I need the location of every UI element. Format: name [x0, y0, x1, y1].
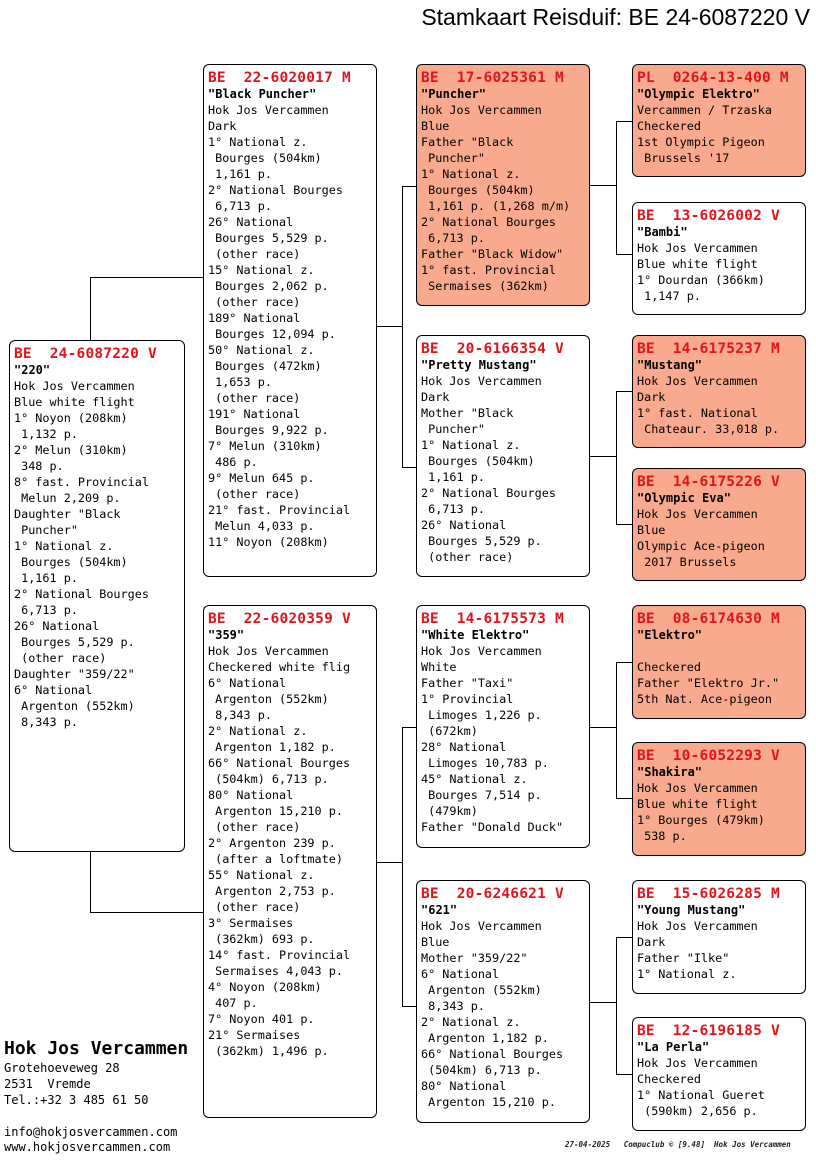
connector-line — [402, 1006, 416, 1007]
pigeon-details: Hok Jos Vercammen Checkered white flig 6° National Argenton (552km) 8,343 p. 2° National z. Argenton 1,182 p. 66° National Bourges (504km) 6,713 p. 80° National Argenton 15,210 p. (other race) 2° Argenton 239 p. (after a loftmate) 55° National z. Argenton 2,753 p. (other race) 3° Sermaises (362km) 693 p. 14° fast. Provincial Sermaises 4,043 p. 4° Noyon (208km) 407 p. 7° Noyon 401 p. 21° Sermaises (362km) 1,496 p. — [208, 644, 351, 1058]
pigeon-name: "Black Puncher" — [208, 87, 317, 101]
pigeon-details: Checkered Father "Elektro Jr." 5th Nat. Ace-pigeon — [637, 660, 780, 706]
pigeon-name: "Olympic Elektro" — [637, 87, 760, 101]
pigeon-name: "Bambi" — [637, 225, 688, 239]
connector-line — [90, 277, 91, 340]
ring-number: BE 14-6175573 M — [421, 611, 564, 627]
loft-name: Hok Jos Vercammen — [4, 1038, 189, 1059]
ring-number: PL 0264-13-400 M — [637, 70, 789, 86]
ring-number: BE 22-6020017 M — [208, 70, 351, 86]
connector-line — [377, 326, 403, 327]
pigeon-details: Hok Jos Vercammen Dark Mother "Black Puncher" 1° National z. Bourges (504km) 1,161 p. 2° National Bourges 6,713 p. 26° National Bourges 5,529 p. (other race) — [421, 374, 556, 564]
connector-line — [90, 277, 203, 278]
connector-line — [616, 121, 632, 122]
connector-line — [616, 798, 632, 799]
great-grandparent-card — [632, 742, 806, 856]
connector-line — [402, 467, 416, 468]
pigeon-details: Hok Jos Vercammen Blue Father "Black Puncher" 1° National z. Bourges (504km) 1,161 p. (1,268 m/m) 2° National Bourges 6,713 p. Father "Black Widow" 1° fast. Provincial Sermaises (362km) — [421, 103, 571, 293]
connector-line — [616, 391, 617, 524]
subject-pigeon-card — [9, 340, 185, 852]
connector-line — [590, 456, 617, 457]
pigeon-name: "La Perla" — [637, 1040, 710, 1054]
loft-contact-web: info@hokjosvercammen.com www.hokjosvercammen.com — [4, 1125, 178, 1154]
ring-number: BE 14-6175237 M — [637, 341, 780, 357]
page-title: Stamkaart Reisduif: BE 24-6087220 V — [421, 4, 810, 30]
pigeon-details: Hok Jos Vercammen Blue white flight 1° Bourges (479km) 538 p. — [637, 781, 765, 843]
connector-line — [90, 912, 203, 913]
pigeon-name: "White Elektro" — [421, 628, 530, 642]
connector-line — [90, 852, 91, 912]
pigeon-name: "Pretty Mustang" — [421, 358, 537, 372]
grandsire-paternal-card — [416, 64, 590, 306]
ring-number: BE 24-6087220 V — [14, 346, 157, 362]
pigeon-details: Hok Jos Vercammen Dark 1° fast. National Chateaur. 33,018 p. — [637, 374, 780, 436]
ring-number: BE 20-6166354 V — [421, 341, 564, 357]
ring-number: BE 15-6026285 M — [637, 886, 780, 902]
ring-number: BE 13-6026002 V — [637, 208, 780, 224]
pigeon-details: Hok Jos Vercammen Blue white flight 1° Noyon (208km) 1,132 p. 2° Melun (310km) 348 p. 8° fast. Provincial Melun 2,209 p. Daughter "Black Puncher" 1° National z. Bourges (504km) 1,161 p. 2° National Bourges 6,713 p. 26° National Bourges 5,529 p. (other race) Daughter "359/22" 6° National Argenton (552km) 8,343 p. — [14, 379, 149, 729]
pigeon-name: "Elektro" — [637, 628, 703, 642]
pigeon-details: Vercammen / Trzaska Checkered 1st Olympic Pigeon Brussels '17 — [637, 103, 772, 165]
ring-number: BE 17-6025361 M — [421, 70, 564, 86]
great-grandparent-card — [632, 335, 806, 448]
pigeon-details: Hok Jos Vercammen Dark Father "Ilke" 1° National z. — [637, 919, 758, 981]
connector-line — [616, 1074, 632, 1075]
pigeon-details: Hok Jos Vercammen Blue Olympic Ace-pigeon 2017 Brussels — [637, 507, 765, 569]
ring-number: BE 12-6196185 V — [637, 1023, 780, 1039]
pigeon-details: Hok Jos Vercammen Checkered 1° National Gueret (590km) 2,656 p. — [637, 1056, 765, 1118]
pigeon-details: Hok Jos Vercammen Dark 1° National z. Bourges (504km) 1,161 p. 2° National Bourges 6,713 p. 26° National Bourges 5,529 p. (other race) 15° National z. Bourges 2,062 p. (other race) 189° National Bourges 12,094 p. 50° National z. Bourges (472km) 1,653 p. (other race) 191° National Bourges 9,922 p. 7° Melun (310km) 486 p. 9° Melun 645 p. (other race) 21° fast. Provincial Melun 4,033 p. 11° Noyon (208km) — [208, 103, 351, 549]
connector-line — [402, 727, 403, 1006]
ring-number: BE 10-6052293 V — [637, 748, 780, 764]
grandsire-maternal-card — [416, 605, 590, 848]
connector-line — [377, 862, 403, 863]
dam-card — [203, 605, 377, 1118]
connector-line — [616, 524, 632, 525]
granddam-maternal-card — [416, 880, 590, 1123]
pigeon-name: "359" — [208, 628, 245, 642]
pigeon-name: "621" — [421, 903, 458, 917]
print-metadata: 27-04-2025 Compuclub © [9.48] Hok Jos Vercammen — [565, 1140, 791, 1149]
connector-line — [590, 1002, 617, 1003]
connector-line — [616, 391, 632, 392]
great-grandparent-card — [632, 880, 806, 994]
connector-line — [402, 186, 416, 187]
ring-number: BE 14-6175226 V — [637, 474, 780, 490]
great-grandparent-card — [632, 605, 806, 719]
connector-line — [402, 186, 403, 467]
connector-line — [616, 662, 617, 798]
ring-number: BE 08-6174630 M — [637, 611, 780, 627]
ring-number: BE 20-6246621 V — [421, 886, 564, 902]
granddam-paternal-card — [416, 335, 590, 577]
pigeon-name: "Olympic Eva" — [637, 491, 731, 505]
great-grandparent-card — [632, 468, 806, 581]
connector-line — [616, 937, 632, 938]
connector-line — [590, 727, 617, 728]
pigeon-name: "220" — [14, 363, 51, 377]
connector-line — [402, 727, 416, 728]
connector-line — [616, 254, 632, 255]
pigeon-name: "Mustang" — [637, 358, 703, 372]
pigeon-name: "Shakira" — [637, 765, 703, 779]
connector-line — [616, 662, 632, 663]
pigeon-name: "Young Mustang" — [637, 903, 746, 917]
connector-line — [616, 121, 617, 254]
great-grandparent-card — [632, 202, 806, 315]
pigeon-details: Hok Jos Vercammen White Father "Taxi" 1° Provincial Limoges 1,226 p. (672km) 28° National Limoges 10,783 p. 45° National z. Bourges 7,514 p. (479km) Father "Donald Duck" — [421, 644, 564, 834]
loft-address: Grotehoeveweg 28 2531 Vremde Tel.:+32 3 485 61 50 — [4, 1061, 149, 1107]
great-grandparent-card — [632, 64, 806, 177]
ring-number: BE 22-6020359 V — [208, 611, 351, 627]
great-grandparent-card — [632, 1017, 806, 1131]
sire-card — [203, 64, 377, 577]
pigeon-details: Hok Jos Vercammen Blue Mother "359/22" 6° National Argenton (552km) 8,343 p. 2° National z. Argenton 1,182 p. 66° National Bourges (504km) 6,713 p. 80° National Argenton 15,210 p. — [421, 919, 564, 1109]
pigeon-details: Hok Jos Vercammen Blue white flight 1° Dourdan (366km) 1,147 p. — [637, 241, 765, 303]
connector-line — [616, 937, 617, 1074]
pigeon-name: "Puncher" — [421, 87, 487, 101]
connector-line — [590, 185, 617, 186]
